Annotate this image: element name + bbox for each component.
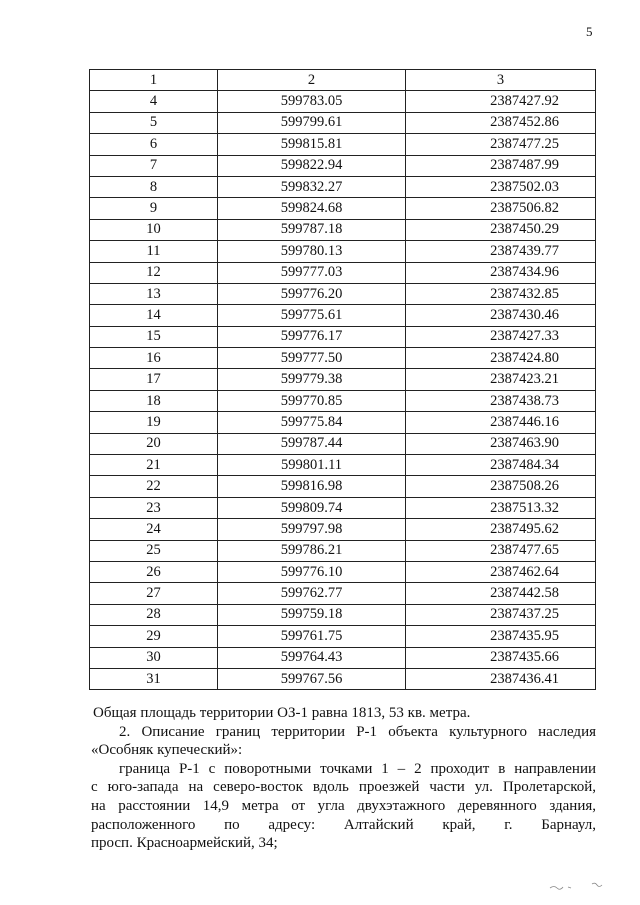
table-cell-col-3: 2387450.29 xyxy=(406,219,596,240)
table-cell-col-1: 15 xyxy=(90,326,218,347)
table-cell-col-1: 25 xyxy=(90,540,218,561)
table-cell-col-3: 2387439.77 xyxy=(406,241,596,262)
table-cell-col-2: 599783.05 xyxy=(218,91,406,112)
table-row xyxy=(90,198,596,219)
table-cell-col-2: 599762.77 xyxy=(218,583,406,604)
table-cell-col-3: 2387484.34 xyxy=(406,455,596,476)
table-cell-col-2: 599759.18 xyxy=(218,604,406,625)
table-cell-col-2: 599815.81 xyxy=(218,134,406,155)
table-row xyxy=(90,497,596,518)
table-cell-col-2: 599776.17 xyxy=(218,326,406,347)
table-row xyxy=(90,326,596,347)
table-cell-col-1: 5 xyxy=(90,112,218,133)
table-cell-col-2: 599809.74 xyxy=(218,497,406,518)
table-cell-col-1: 26 xyxy=(90,561,218,582)
table-cell-col-3: 2387477.65 xyxy=(406,540,596,561)
table-row xyxy=(90,176,596,197)
table-cell-col-3: 2387430.46 xyxy=(406,305,596,326)
table-cell-col-3: 2387513.32 xyxy=(406,497,596,518)
coordinates-table xyxy=(89,69,596,690)
table-cell-col-1: 14 xyxy=(90,305,218,326)
table-cell-col-3: 2387434.96 xyxy=(406,262,596,283)
table-cell-col-1: 24 xyxy=(90,519,218,540)
table-row xyxy=(90,348,596,369)
table-cell-col-1: 9 xyxy=(90,198,218,219)
table-cell-col-2: 599764.43 xyxy=(218,647,406,668)
table-cell-col-1: 7 xyxy=(90,155,218,176)
table-cell-col-3: 2387495.62 xyxy=(406,519,596,540)
table-cell-col-2: 599775.84 xyxy=(218,412,406,433)
table-cell-col-2: 599786.21 xyxy=(218,540,406,561)
table-cell-col-3: 2387424.80 xyxy=(406,348,596,369)
table-row xyxy=(90,476,596,497)
table-cell-col-2: 599777.03 xyxy=(218,262,406,283)
table-cell-col-1: 12 xyxy=(90,262,218,283)
table-row xyxy=(90,412,596,433)
boundary-description-line-1: граница Р-1 с поворотными точками 1 – 2 проходит в направлении xyxy=(119,760,596,777)
table-cell-col-2: 599822.94 xyxy=(218,155,406,176)
table-cell-col-1: 27 xyxy=(90,583,218,604)
table-cell-col-2: 599787.44 xyxy=(218,433,406,454)
table-cell-col-2: 599761.75 xyxy=(218,626,406,647)
table-cell-col-3: 2387446.16 xyxy=(406,412,596,433)
table-cell-col-1: 17 xyxy=(90,369,218,390)
table-cell-col-2: 599832.27 xyxy=(218,176,406,197)
table-cell-col-3: 2387435.95 xyxy=(406,626,596,647)
section-2-heading-line-2: «Особняк купеческий»: xyxy=(91,742,243,759)
table-cell-col-1: 10 xyxy=(90,219,218,240)
table-row xyxy=(90,305,596,326)
column-header-2: 2 xyxy=(218,70,406,91)
table-cell-col-3: 2387438.73 xyxy=(406,390,596,411)
table-cell-col-2: 599816.98 xyxy=(218,476,406,497)
table-cell-col-1: 28 xyxy=(90,604,218,625)
table-cell-col-3: 2387427.92 xyxy=(406,91,596,112)
table-cell-col-3: 2387452.86 xyxy=(406,112,596,133)
table-cell-col-1: 13 xyxy=(90,283,218,304)
table-cell-col-3: 2387427.33 xyxy=(406,326,596,347)
table-cell-col-2: 599801.11 xyxy=(218,455,406,476)
table-row xyxy=(90,241,596,262)
table-cell-col-1: 22 xyxy=(90,476,218,497)
table-cell-col-1: 11 xyxy=(90,241,218,262)
boundary-description-line-5: просп. Красноармейский, 34; xyxy=(91,835,278,852)
table-cell-col-1: 19 xyxy=(90,412,218,433)
table-row xyxy=(90,155,596,176)
column-header-3: 3 xyxy=(406,70,596,91)
table-cell-col-3: 2387423.21 xyxy=(406,369,596,390)
table-cell-col-2: 599776.10 xyxy=(218,561,406,582)
table-cell-col-2: 599824.68 xyxy=(218,198,406,219)
table-cell-col-3: 2387432.85 xyxy=(406,283,596,304)
table-cell-col-1: 21 xyxy=(90,455,218,476)
table-cell-col-3: 2387462.64 xyxy=(406,561,596,582)
table-cell-col-1: 20 xyxy=(90,433,218,454)
table-row xyxy=(90,262,596,283)
table-cell-col-2: 599797.98 xyxy=(218,519,406,540)
table-cell-col-2: 599775.61 xyxy=(218,305,406,326)
table-row xyxy=(90,519,596,540)
table-cell-col-2: 599776.20 xyxy=(218,283,406,304)
table-row xyxy=(90,455,596,476)
table-cell-col-3: 2387437.25 xyxy=(406,604,596,625)
table-cell-col-1: 16 xyxy=(90,348,218,369)
table-cell-col-3: 2387487.99 xyxy=(406,155,596,176)
table-row xyxy=(90,219,596,240)
boundary-description-line-4: расположенного по адресу: Алтайский край, г. Барнаул, xyxy=(91,816,596,833)
table-row xyxy=(90,540,596,561)
table-header-row xyxy=(90,70,596,91)
table-cell-col-1: 30 xyxy=(90,647,218,668)
table-cell-col-2: 599779.38 xyxy=(218,369,406,390)
table-cell-col-3: 2387463.90 xyxy=(406,433,596,454)
table-cell-col-2: 599799.61 xyxy=(218,112,406,133)
table-row xyxy=(90,134,596,155)
table-row xyxy=(90,668,596,689)
table-cell-col-3: 2387506.82 xyxy=(406,198,596,219)
table-row xyxy=(90,604,596,625)
table-row xyxy=(90,390,596,411)
table-row xyxy=(90,561,596,582)
column-header-1: 1 xyxy=(90,70,218,91)
pen-mark-scribble xyxy=(548,878,608,894)
table-cell-col-3: 2387477.25 xyxy=(406,134,596,155)
table-row xyxy=(90,626,596,647)
table-cell-col-3: 2387508.26 xyxy=(406,476,596,497)
table-cell-col-1: 23 xyxy=(90,497,218,518)
table-cell-col-2: 599780.13 xyxy=(218,241,406,262)
table-row xyxy=(90,283,596,304)
table-cell-col-1: 4 xyxy=(90,91,218,112)
section-2-heading-line-1: 2. Описание границ территории Р-1 объекта культурного наследия xyxy=(119,723,596,740)
table-cell-col-1: 31 xyxy=(90,668,218,689)
boundary-description-line-3: на расстоянии 14,9 метра от угла двухэтажного деревянного здания, xyxy=(91,797,596,814)
total-area-line: Общая площадь территории ОЗ-1 равна 1813, 53 кв. метра. xyxy=(93,705,471,721)
table-row xyxy=(90,112,596,133)
page-number: 5 xyxy=(586,24,593,39)
table-row xyxy=(90,583,596,604)
table-cell-col-2: 599787.18 xyxy=(218,219,406,240)
table-row xyxy=(90,647,596,668)
table-header xyxy=(90,70,596,91)
table-row xyxy=(90,91,596,112)
table-cell-col-1: 8 xyxy=(90,176,218,197)
table-cell-col-2: 599777.50 xyxy=(218,348,406,369)
boundary-description-line-2: с юго-запада на северо-восток вдоль проезжей части ул. Пролетарской, xyxy=(91,779,596,796)
table-cell-col-1: 29 xyxy=(90,626,218,647)
table-body xyxy=(90,91,596,690)
table-cell-col-3: 2387436.41 xyxy=(406,668,596,689)
table-cell-col-2: 599767.56 xyxy=(218,668,406,689)
table-row xyxy=(90,369,596,390)
table-cell-col-3: 2387435.66 xyxy=(406,647,596,668)
table-cell-col-2: 599770.85 xyxy=(218,390,406,411)
table-cell-col-1: 6 xyxy=(90,134,218,155)
table-cell-col-3: 2387442.58 xyxy=(406,583,596,604)
table-cell-col-3: 2387502.03 xyxy=(406,176,596,197)
document-text xyxy=(91,704,596,853)
table-cell-col-1: 18 xyxy=(90,390,218,411)
table-row xyxy=(90,433,596,454)
